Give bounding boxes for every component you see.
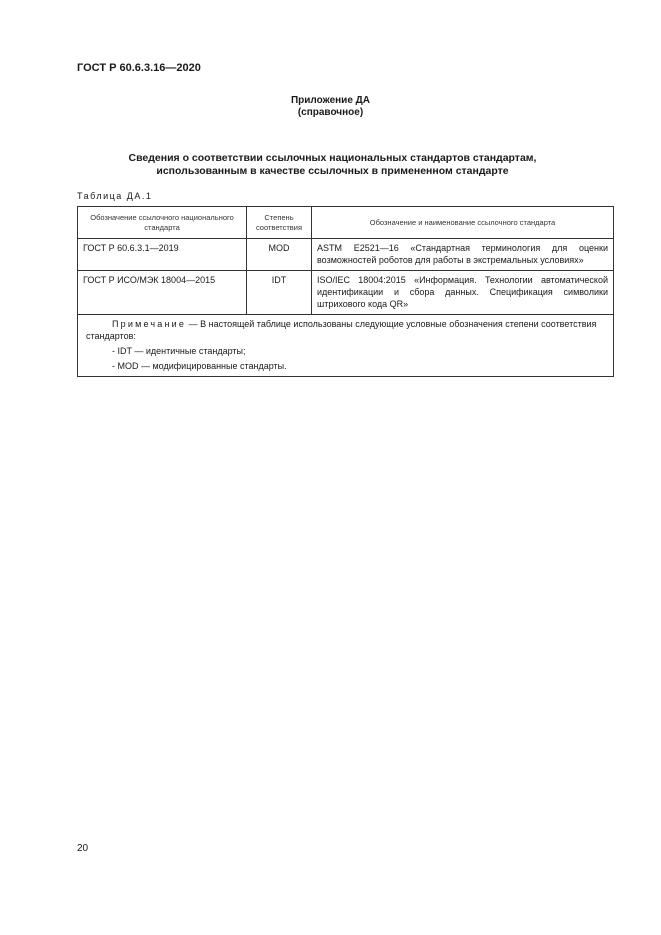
table-note	[78, 315, 614, 377]
note-text: — В настоящей таблице использованы следующие условные обозначения степени соответствия стандартов:	[86, 319, 597, 341]
column-header-reference-standard: Обозначение и наименование ссылочного стандарта	[312, 207, 614, 239]
page-number: 20	[77, 843, 89, 854]
note-paragraph	[86, 318, 605, 342]
section-heading	[90, 152, 575, 178]
table-caption: Таблица ДА.1	[77, 191, 153, 201]
cell-national-standard: ГОСТ Р 60.6.3.1—2019	[78, 239, 247, 271]
note-list-item: - MOD — модифицированные стандарты.	[112, 361, 287, 371]
section-heading-line-1: Сведения о соответствии ссылочных национальных стандартов стандартам,	[128, 152, 537, 164]
column-header-national-standard: Обозначение ссылочного национального стандарта	[78, 207, 247, 239]
table-row	[78, 239, 614, 271]
cell-degree: IDT	[247, 271, 312, 315]
cell-national-standard: ГОСТ Р ИСО/МЭК 18004—2015	[78, 271, 247, 315]
column-header-degree: Степень соответствия	[247, 207, 312, 239]
note-list-item: - IDT — идентичные стандарты;	[112, 346, 246, 356]
cell-degree: MOD	[247, 239, 312, 271]
note-label: Примечание	[112, 319, 187, 329]
table-note-row	[78, 315, 614, 377]
cell-reference-standard: ASTM E2521—16 «Стандартная терминология для оценки возможностей роботов для работы в экстремальных условиях»	[312, 239, 614, 271]
appendix-title: Приложение ДА	[290, 95, 371, 106]
document-code: ГОСТ Р 60.6.3.16—2020	[77, 62, 201, 74]
table-header-row	[78, 207, 614, 239]
table-row	[78, 271, 614, 315]
appendix-block	[0, 95, 661, 119]
cell-reference-standard: ISO/IEC 18004:2015 «Информация. Технологии автоматической идентификации и сбора данных. Спецификация символики штрихового кода QR»	[312, 271, 614, 315]
section-heading-line-2: использованным в качестве ссылочных в примененном стандарте	[156, 165, 509, 177]
correspondence-table	[77, 206, 614, 377]
appendix-subtitle: (справочное)	[297, 107, 364, 118]
